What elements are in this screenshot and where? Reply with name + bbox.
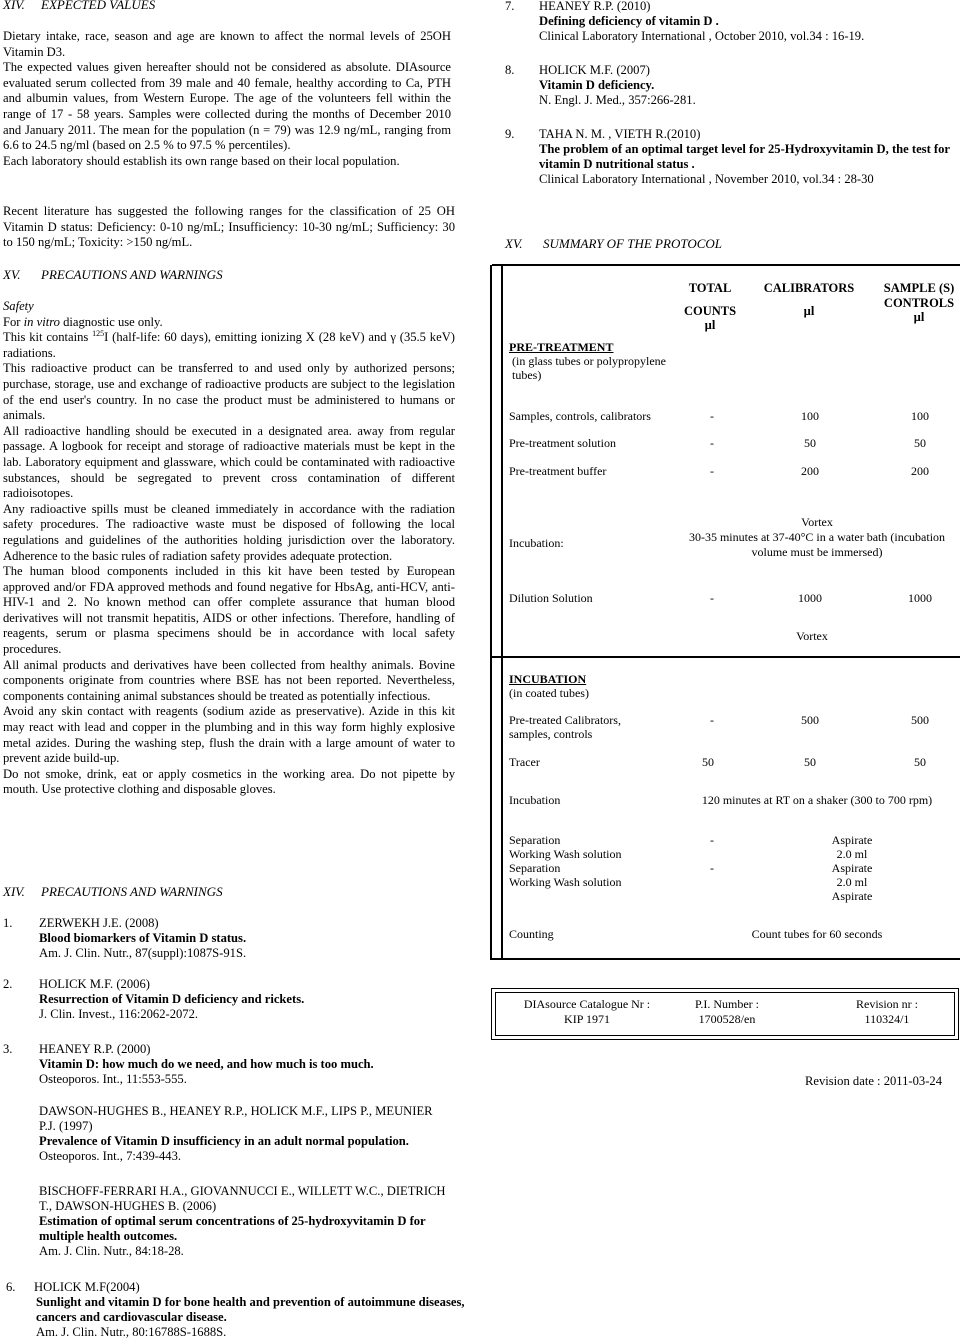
section-number: XV. (3, 267, 21, 282)
row-divider (492, 264, 960, 266)
cell-total: - (710, 833, 714, 847)
column-header-total (670, 281, 750, 333)
ref-source: J. Clin. Invest., 116:2062-2072. (39, 1007, 199, 1021)
row-label: Separation (509, 833, 561, 847)
cell-total: - (710, 464, 714, 478)
column-divider (501, 265, 503, 960)
label-text: INCUBATION (509, 672, 587, 686)
row-divider (492, 656, 960, 658)
superscript: 125 (92, 329, 105, 338)
cell-calibrators: 50 (804, 436, 816, 450)
row-label: Pre-treatment solution (509, 436, 616, 450)
instruction-text: 120 minutes at RT on a shaker (300 to 700 rpm) (701, 793, 933, 807)
cell-calibrators: 500 (801, 713, 819, 727)
header-text: CONTROLS (883, 295, 955, 310)
ref-author: DAWSON-HUGHES B., HEANEY R.P., HOLICK M.F., LIPS P., MEUNIER P.J. (1997) (39, 1104, 433, 1133)
incubation-instructions (677, 515, 957, 560)
header-text: µl (803, 303, 815, 318)
ref-title: Sunlight and vitamin D for bone health and prevention of autoimmune diseases, cancers and cardiovascular disease. (36, 1295, 465, 1324)
label-text: (in glass tubes or polypropylene tubes) (512, 354, 666, 382)
ref-number: 9. (505, 127, 515, 141)
instruction-text: Count tubes for 60 seconds (751, 927, 883, 941)
catalogue-box (491, 988, 959, 1040)
ref-number: 2. (3, 977, 13, 991)
ref-source: N. Engl. J. Med., 357:266-281. (539, 93, 696, 107)
text: in vitro (23, 314, 60, 329)
label-text: P.I. Number : (695, 997, 759, 1011)
column-header-calibrators (754, 281, 864, 318)
expected-values-heading (3, 0, 155, 13)
expected-values-text (3, 29, 451, 169)
paragraph: All animal products and derivatives have been collected from healthy animals. Bovine components originate from countries where BSE has not been reported. Nevertheless, components containing animal substances should be treated as potentially infectious. (3, 657, 455, 703)
ref-title: Defining deficiency of vitamin D . (539, 14, 719, 28)
label-text: Revision nr : (856, 997, 918, 1011)
row-label: Incubation: (509, 536, 564, 550)
reference-item (505, 63, 955, 108)
ref-source: Osteoporos. Int., 11:553-555. (39, 1072, 187, 1086)
reference-item (3, 916, 473, 961)
text: diagnostic use only. (59, 314, 163, 329)
pretreatment-label (509, 340, 669, 382)
cell-value: Aspirate (831, 889, 873, 903)
ref-author: HEANEY R.P. (2010) (539, 0, 651, 13)
cell-total: - (710, 409, 714, 423)
cell-calibrators: 100 (801, 409, 819, 423)
paragraph: Avoid any skin contact with reagents (sodium azide as preservative). Azide in this kit may react with lead and copper in the plumbing and in this way form highly explosive metal azides. During the washing step, flush the drain with a large amount of water to prevent azide build-up. (3, 704, 455, 766)
pi-number (652, 997, 802, 1027)
header-text: TOTAL (688, 281, 732, 295)
ref-author: ZERWEKH J.E. (2008) (39, 916, 159, 930)
row-label: Working Wash solution (509, 875, 622, 889)
ref-number: 7. (505, 0, 515, 13)
protocol-table (490, 265, 960, 960)
separation-values (822, 833, 882, 903)
section-number: XV. (505, 236, 523, 251)
label-text: DIAsource Catalogue Nr : (523, 997, 651, 1011)
cell-total: - (710, 861, 714, 875)
row-label: Pre-treated Calibrators, samples, controls (509, 713, 621, 741)
cell-total: 50 (702, 755, 714, 769)
label-text: (in coated tubes) (509, 686, 589, 700)
section-title: SUMMARY OF THE PROTOCOL (543, 236, 723, 251)
cell-samples: 50 (914, 755, 926, 769)
value-text: 110324/1 (864, 1012, 910, 1026)
cell-value: Aspirate (831, 833, 873, 847)
ref-author: HOLICK M.F(2004) (34, 1280, 140, 1294)
reference-item (505, 127, 955, 187)
ref-number: 8. (505, 63, 515, 77)
paragraph: Any radioactive spills must be cleaned immediately in accordance with the radiation safety procedures. The radioactive waste must be disposed of following the local regulations and guidelines of the authorities holding jurisdiction over the laboratory. Adherence to the basic rules of radiation safety provides adequate protection. (3, 501, 455, 563)
ref-source: Am. J. Clin. Nutr., 84:18-28. (39, 1244, 184, 1258)
header-text: µl (913, 310, 925, 324)
row-label: Dilution Solution (509, 591, 593, 605)
ref-author: BISCHOFF-FERRARI H.A., GIOVANNUCCI E., WILLETT W.C., DIETRICH T., DAWSON-HUGHES B. (2006) (39, 1184, 446, 1213)
summary-heading (505, 236, 722, 252)
paragraph (3, 315, 455, 331)
cell-samples: 200 (911, 464, 929, 478)
row-label: Samples, controls, calibrators (509, 409, 651, 423)
paragraph: This radioactive product can be transferred to and used only by authorized persons; purchase, storage, use and exchange of radioactive products are subject to the legislation of the end user's country. In no case the product must be administered to humans or animals. (3, 361, 455, 423)
section-number: XIV. (3, 0, 25, 12)
revision-date: Revision date : 2011-03-24 (805, 1074, 942, 1088)
value-text: 1700528/en (698, 1012, 756, 1026)
paragraph: Recent literature has suggested the following ranges for the classification of 25 OH Vitamin D status: Deficiency: 0-10 ng/mL; Insufficiency: 10-30 ng/mL; Sufficiency: 30 to 150 ng/mL; Toxicity: >150 ng/mL. (3, 204, 455, 250)
row-label: Counting (509, 927, 554, 941)
precautions-heading (3, 267, 223, 283)
section-title: PRECAUTIONS AND WARNINGS (41, 884, 223, 899)
paragraph (3, 330, 455, 361)
reference-item (3, 1042, 473, 1087)
ref-number: 6. (6, 1280, 16, 1294)
text: This kit contains (3, 330, 93, 345)
header-text: CALIBRATORS (763, 281, 855, 295)
ref-title: Vitamin D: how much do we need, and how much is too much. (39, 1057, 374, 1071)
ref-number: 1. (3, 916, 13, 930)
cell-calibrators: 200 (801, 464, 819, 478)
ref-title: Resurrection of Vitamin D deficiency and rickets. (39, 992, 305, 1006)
ref-number (3, 1104, 39, 1119)
separation-totals (692, 833, 732, 875)
cell-calibrators: 50 (804, 755, 816, 769)
row-label: Tracer (509, 755, 540, 769)
safety-subheading: Safety (3, 299, 34, 313)
row-label: Working Wash solution (509, 847, 622, 861)
vortex-text: Vortex (801, 515, 833, 529)
value-text: KIP 1971 (564, 1012, 610, 1026)
cell-total: - (710, 713, 714, 727)
row-label: Incubation (509, 793, 561, 807)
cell-samples: 1000 (908, 591, 932, 605)
separation-labels (509, 833, 669, 889)
text: I (half-life: 60 days), emitting ionizing X (28 keV) and γ (35.5 keV) radiations. (3, 330, 455, 360)
section-number: XIV. (3, 884, 25, 899)
section-title: EXPECTED VALUES (41, 0, 156, 12)
incubation-label (509, 672, 669, 700)
section-title: PRECAUTIONS AND WARNINGS (41, 267, 223, 282)
cell-samples: 100 (911, 409, 929, 423)
ref-title: Prevalence of Vitamin D insufficiency in an adult normal population. (39, 1134, 409, 1148)
ref-source: Am. J. Clin. Nutr., 80:16788S-1688S. (36, 1325, 227, 1339)
cell-total: - (710, 436, 714, 450)
ref-number: 3. (3, 1042, 13, 1056)
cell-samples: 50 (914, 436, 926, 450)
cell-value: 2.0 ml (836, 847, 868, 861)
paragraph: All radioactive handling should be executed in a designated area. away from regular passage. A logbook for receipt and storage of radioactive materials must be kept in the lab. Laboratory equipment and glassware, which could be contaminated with radioactive substances, should be segregated to prevent cross contamination of different radioisotopes. (3, 423, 455, 501)
ref-source: Clinical Laboratory International , November 2010, vol.34 : 28-30 (539, 172, 874, 186)
row-label: Separation (509, 861, 561, 875)
cell-total: - (710, 591, 714, 605)
precautions-text (3, 299, 455, 798)
paragraph: The human blood components included in this kit have been tested by European approved and/or FDA approved methods and found negative for HbsAg, anti-HCV, anti-HIV-1 and 2. No known method can offer complete assurance that human blood derivatives will not transmit hepatitis, AIDS or other infections. Therefore, handling of reagents, serum or plasma specimens should be in accordance with local safety procedures. (3, 564, 455, 657)
ref-title: The problem of an optimal target level for 25-Hydroxyvitamin D, the test for vitamin D nutritional status . (539, 142, 950, 171)
paragraph: Each laboratory should establish its own range based on their local population. (3, 153, 400, 168)
paragraph: Dietary intake, race, season and age are known to affect the normal levels of 25OH Vitamin D3. (3, 29, 451, 59)
reference-item (3, 1184, 473, 1259)
ref-title: Blood biomarkers of Vitamin D status. (39, 931, 247, 945)
ref-author: HOLICK M.F. (2006) (39, 977, 150, 991)
paragraph: The expected values given hereafter should not be considered as absolute. DIAsource evaluated serum collected from 39 male and 40 female, healthy according to Ca, PTH and albumin values, from Western Europe. The age of the volunteers fell within the range of 17 - 58 years. Samples were collected during the months of December 2010 and January 2011. The mean for the population (n = 79) was 12.9 ng/mL, ranging from 6.6 to 24.5 ng/ml (based on 2.5 % to 97.5 % percentiles). (3, 60, 451, 153)
ref-number (3, 1184, 39, 1199)
paragraph: Do not smoke, drink, eat or apply cosmetics in the working area. Do not pipette by mouth. Use protective clothing and disposable gloves. (3, 766, 455, 797)
label-text: PRE-TREATMENT (509, 340, 614, 354)
ref-source: Clinical Laboratory International , October 2010, vol.34 : 16-19. (539, 29, 865, 43)
row-label: Pre-treatment buffer (509, 464, 607, 478)
ref-source: Osteoporos. Int., 7:439-443. (39, 1149, 182, 1163)
cell-value: Aspirate (831, 861, 873, 875)
reference-item (505, 0, 955, 44)
ref-author: HOLICK M.F. (2007) (539, 63, 650, 77)
ref-source: Am. J. Clin. Nutr., 87(suppl):1087S-91S. (39, 946, 247, 960)
reference-item (3, 977, 473, 1022)
cell-value: 2.0 ml (836, 875, 868, 889)
header-text: µl (704, 318, 716, 332)
header-text: COUNTS (683, 303, 737, 318)
header-text: SAMPLE (S) (883, 281, 955, 295)
text: For (3, 314, 24, 329)
catalogue-number (512, 997, 662, 1027)
reference-item (6, 1280, 476, 1340)
row-divider (492, 958, 960, 960)
reference-item (3, 1104, 473, 1164)
cell-samples: 500 (911, 713, 929, 727)
ref-title: Estimation of optimal serum concentrations of 25-hydroxyvitamin D for multiple health outcomes. (39, 1214, 426, 1243)
column-header-samples (874, 281, 960, 325)
revision-number (812, 997, 960, 1027)
ref-author: TAHA N. M. , VIETH R.(2010) (539, 127, 701, 141)
cell-calibrators: 1000 (798, 591, 822, 605)
ref-title: Vitamin D deficiency. (539, 78, 655, 92)
ref-author: HEANEY R.P. (2000) (39, 1042, 151, 1056)
cell-total (692, 847, 732, 861)
references-heading (3, 884, 223, 900)
instruction-text: 30-35 minutes at 37-40°C in a water bath (incubation volume must be immersed) (688, 530, 946, 559)
vortex-text: Vortex (796, 629, 828, 643)
